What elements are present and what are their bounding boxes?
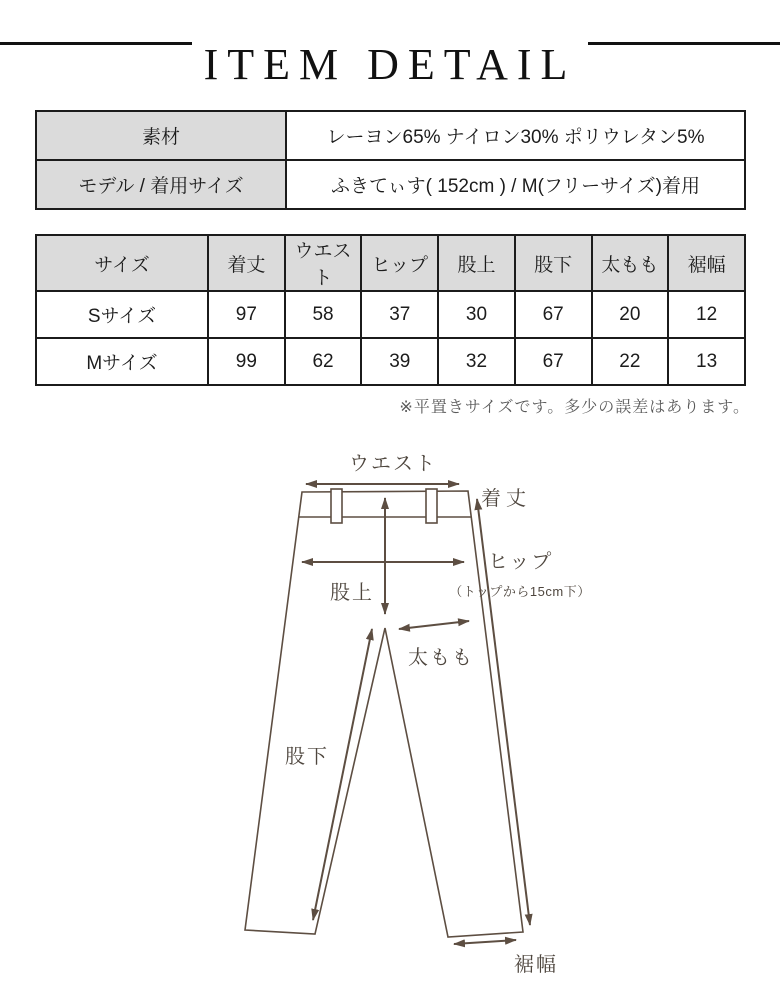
size-cell: 62 bbox=[285, 338, 362, 385]
size-cell: 20 bbox=[592, 291, 669, 338]
spec-table bbox=[35, 110, 746, 210]
size-cell: 99 bbox=[208, 338, 285, 385]
size-cell: 22 bbox=[592, 338, 669, 385]
size-table bbox=[35, 234, 746, 386]
size-header-inseam: 股下 bbox=[515, 235, 592, 291]
spec-value-material: レーヨン65% ナイロン30% ポリウレタン5% bbox=[286, 111, 745, 160]
size-cell: 13 bbox=[668, 338, 745, 385]
size-header-length: 着丈 bbox=[208, 235, 285, 291]
size-row-s bbox=[36, 291, 745, 338]
page-title: ITEM DETAIL bbox=[203, 40, 577, 90]
size-cell: 67 bbox=[515, 338, 592, 385]
size-cell-name: Mサイズ bbox=[36, 338, 208, 385]
size-header-hem: 裾幅 bbox=[668, 235, 745, 291]
size-header-size: サイズ bbox=[36, 235, 208, 291]
hem-label: 裾幅 bbox=[514, 954, 558, 976]
hip-label: ヒップ bbox=[488, 551, 554, 573]
rise-label: 股上 bbox=[330, 582, 374, 604]
size-cell-name: Sサイズ bbox=[36, 291, 208, 338]
spec-row-model bbox=[36, 160, 745, 209]
pants-measurement-diagram bbox=[230, 445, 630, 990]
measurement-note: ※平置きサイズです。多少の誤差はあります。 bbox=[399, 399, 750, 416]
size-cell: 37 bbox=[361, 291, 438, 338]
size-cell: 67 bbox=[515, 291, 592, 338]
size-header-rise: 股上 bbox=[438, 235, 515, 291]
size-cell: 97 bbox=[208, 291, 285, 338]
size-cell: 12 bbox=[668, 291, 745, 338]
size-row-m bbox=[36, 338, 745, 385]
size-header-hip: ヒップ bbox=[361, 235, 438, 291]
size-cell: 32 bbox=[438, 338, 515, 385]
hip-note-label: （トップから15cm下） bbox=[449, 584, 591, 599]
belt-loop-left bbox=[331, 489, 342, 523]
spec-row-material bbox=[36, 111, 745, 160]
inseam-label: 股下 bbox=[285, 746, 329, 768]
size-header-waist: ウエスト bbox=[285, 235, 362, 291]
spec-label-model: モデル / 着用サイズ bbox=[36, 160, 286, 209]
size-cell: 39 bbox=[361, 338, 438, 385]
thigh-label: 太もも bbox=[408, 647, 474, 669]
size-header-row bbox=[36, 235, 745, 291]
size-header-thigh: 太もも bbox=[592, 235, 669, 291]
size-cell: 58 bbox=[285, 291, 362, 338]
length-label: 着丈 bbox=[481, 488, 531, 510]
size-cell: 30 bbox=[438, 291, 515, 338]
belt-loop-right bbox=[426, 489, 437, 523]
hem-width-arrow bbox=[454, 940, 516, 944]
waist-label: ウエスト bbox=[349, 453, 437, 475]
spec-label-material: 素材 bbox=[36, 111, 286, 160]
spec-value-model: ふきてぃす( 152cm ) / M(フリーサイズ)着用 bbox=[286, 160, 745, 209]
